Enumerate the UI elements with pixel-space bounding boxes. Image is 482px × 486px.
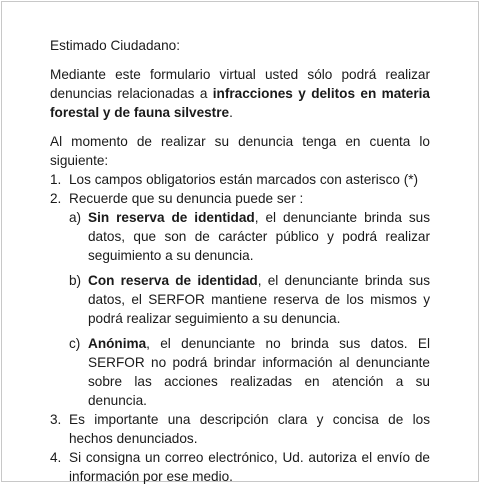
sub-bold: Anónima: [88, 336, 147, 351]
intro-end: .: [229, 105, 233, 120]
notice-panel: [1, 1, 479, 482]
list-item: [50, 189, 430, 208]
sub-bold: Sin reserva de identidad: [88, 210, 255, 225]
intro-text: Mediante este formulario virtual usted sólo podrá realizar denuncias relacionadas a: [50, 67, 430, 101]
item-number: 2.: [50, 191, 62, 206]
notice-content: [50, 36, 430, 486]
sub-rest: , el denunciante brinda sus datos, que son de carácter público y podrá realizar seguimiento a su denuncia.: [88, 210, 431, 263]
sub-text: [88, 334, 430, 410]
sub-text: [88, 271, 430, 328]
item-number: 3.: [50, 412, 62, 427]
sub-bold: Con reserva de identidad: [88, 273, 258, 288]
greeting: Estimado Ciudadano:: [50, 38, 180, 53]
list-item: [50, 448, 430, 486]
item-text: Es importante una descripción clara y concisa de los hechos denunciados.: [69, 412, 430, 446]
intro-bold-text: infracciones y delitos en materia forestal y de fauna silvestre: [50, 86, 430, 120]
sub-letter: c): [69, 336, 81, 351]
list-item: [50, 410, 430, 448]
sublist-item: [69, 334, 430, 410]
sub-letter: b): [69, 273, 82, 288]
sub-letter: a): [69, 210, 82, 225]
sub-rest: , el denunciante brinda sus datos, el SERFOR mantiene reserva de los mismos y podrá realizar seguimiento a su denuncia.: [88, 273, 430, 326]
sublist-item: [69, 271, 430, 328]
item-number: 4.: [50, 450, 62, 465]
sub-rest: , el denunciante no brinda sus datos. El SERFOR no podrá brindar información al denunciante sobre las acciones realizadas en atención a su denuncia.: [88, 336, 430, 408]
sublist-item: [69, 208, 430, 265]
lead-paragraph: Al momento de realizar su denuncia tenga en cuenta lo siguiente:: [50, 134, 430, 168]
item-text: Recuerde que su denuncia puede ser :: [69, 191, 304, 206]
denuncia-types-list: [50, 208, 430, 410]
item-text: Si consigna un correo electrónico, Ud. autoriza el envío de información por ese medio.: [69, 450, 430, 484]
item-text: Los campos obligatorios están marcados con asterisco (*): [69, 172, 419, 187]
intro-paragraph: [50, 65, 430, 122]
list-item: [50, 170, 430, 189]
item-number: 1.: [50, 172, 62, 187]
sub-text: [88, 208, 430, 265]
instructions-list: [50, 170, 430, 486]
sublist-wrapper: [50, 208, 430, 410]
